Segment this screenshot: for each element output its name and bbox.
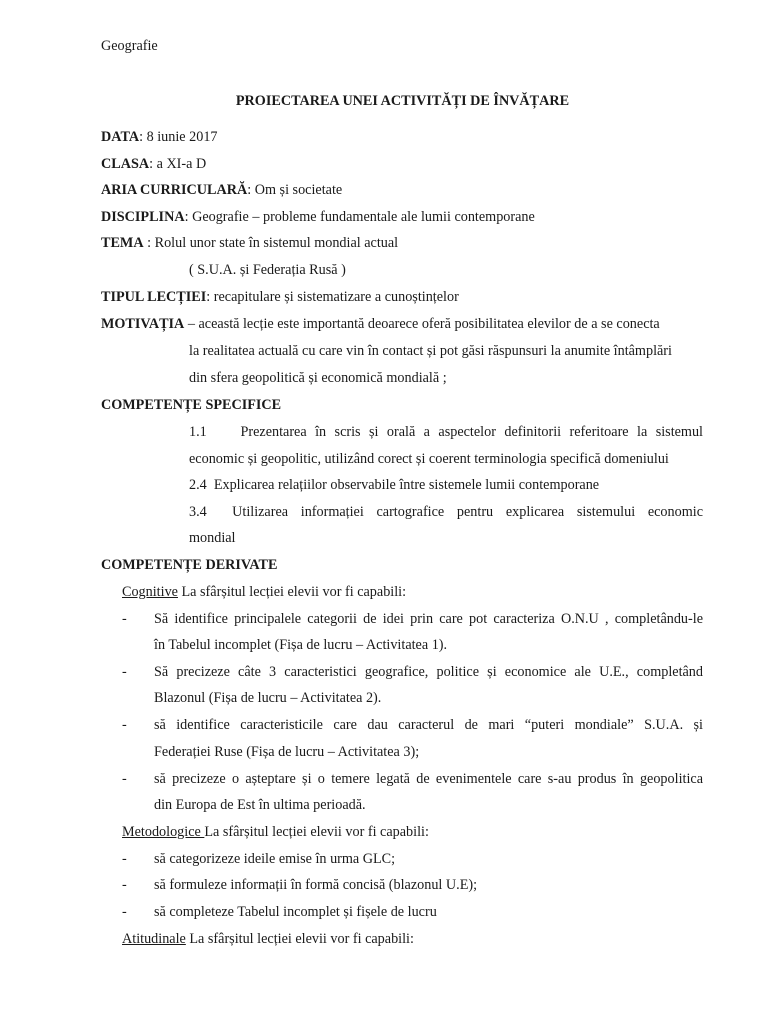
metodologice-item-2: să formuleze informații în formă concisă (blazonul U.E); [154, 877, 478, 893]
cognitive-item-4-line2: din Europa de Est în ultima perioadă. [154, 797, 366, 813]
cognitive-item-2-line2: Blazonul (Fișa de lucru – Activitatea 2). [154, 690, 382, 706]
field-tema-value2: ( S.U.A. și Federația Rusă ) [189, 262, 346, 278]
specific-item-2 [189, 477, 599, 494]
cognitive-item-4-dash: - [122, 771, 127, 787]
atitudinale-intro [122, 931, 414, 948]
cognitive-item-4-line1: să precizeze o așteptare și o temere legată de evenimentele care s-au produs în geopolitica [154, 771, 703, 787]
field-tipul-sep: : [206, 289, 214, 305]
field-motivatia-line1: – această lecție este importantă deoarece oferă posibilitatea elevilor de a se conecta [184, 316, 660, 332]
field-aria-label: ARIA CURRICULARĂ [101, 182, 248, 198]
competente-specifice-heading-text: COMPETENȚE SPECIFICE [101, 397, 282, 413]
field-aria-value: Om și societate [254, 182, 343, 198]
field-tipul-label: TIPUL LECȚIEI [101, 289, 207, 305]
specific-item-3-text1: Utilizarea informației cartografice pentru explicarea sistemului economic [232, 504, 703, 520]
field-tema-value: Rolul unor state în sistemul mondial actual [154, 235, 399, 251]
field-clasa-sep: : [149, 156, 157, 172]
cognitive-item-1-line1: Să identifice principalele categorii de idei prin care pot caracteriza O.N.U , completându-le [154, 611, 703, 627]
specific-item-1-text1: Prezentarea în scris și orală a aspectelor definitorii referitoare la sistemul [240, 424, 703, 440]
field-tema-sep: : [143, 235, 155, 251]
metodologice-item-3: să completeze Tabelul incomplet și fișele de lucru [154, 904, 437, 920]
specific-item-3-num: 3.4 [189, 504, 207, 520]
field-motivatia-label: MOTIVAȚIA [101, 316, 185, 332]
specific-item-1-line1 [189, 424, 703, 441]
cognitive-item-2-line1: Să precizeze câte 3 caracteristici geografice, politice și economice ale U.E., completând [154, 664, 703, 680]
specific-item-1-line2: economic și geopolitic, utilizând corect și coerent terminologia specifică domeniului [189, 451, 669, 467]
specific-item-3 [189, 504, 703, 521]
field-disciplina-value: Geografie – probleme fundamentale ale lumii contemporane [192, 209, 535, 225]
field-tema-label: TEMA [101, 235, 144, 251]
field-clasa-value: a XI-a D [156, 156, 207, 172]
field-data [101, 129, 218, 146]
field-motivatia-line2: la realitatea actuală cu care vin în contact și pot găsi răspunsuri la anumite întâmplări [189, 343, 672, 359]
header-subject: Geografie [101, 38, 158, 54]
competente-derivate-heading [101, 557, 277, 574]
field-tipul [101, 289, 459, 306]
metodologice-label: Metodologice [122, 824, 205, 840]
cognitive-intro [122, 584, 406, 601]
field-tema [101, 235, 398, 252]
field-disciplina-label: DISCIPLINA [101, 209, 185, 225]
metodologice-intro-text: La sfârșitul lecției elevii vor fi capabili: [204, 824, 429, 840]
cognitive-item-3-line1: să identifice caracteristicile care dau caracterul de mari “puteri mondiale” S.U.A. și [154, 717, 703, 733]
cognitive-label: Cognitive [122, 584, 178, 600]
cognitive-item-1-line2: în Tabelul incomplet (Fișa de lucru – Activitatea 1). [154, 637, 448, 653]
competente-derivate-heading-text: COMPETENȚE DERIVATE [101, 557, 278, 573]
specific-item-3-line1 [189, 504, 703, 521]
field-clasa [101, 156, 206, 173]
field-data-label: DATA [101, 129, 140, 145]
cognitive-intro-text: La sfârșitul lecției elevii vor fi capabili: [177, 584, 407, 600]
field-disciplina-sep: : [184, 209, 193, 225]
field-disciplina [101, 209, 535, 226]
atitudinale-intro-text: La sfârșitul lecției elevii vor fi capabili: [185, 931, 414, 947]
specific-item-1-num: 1.1 [189, 424, 207, 440]
specific-item-2-text: Explicarea relațiilor observabile între sistemele lumii contemporane [213, 477, 600, 493]
field-data-sep: : [139, 129, 147, 145]
field-data-value: 8 iunie 2017 [146, 129, 218, 145]
page-title: PROIECTAREA UNEI ACTIVITĂȚI DE ÎNVĂȚARE [235, 93, 570, 109]
metodologice-item-3-dash: - [122, 904, 127, 920]
metodologice-item-1-dash: - [122, 851, 127, 867]
cognitive-item-3-line2: Federației Ruse (Fișa de lucru – Activitatea 3); [154, 744, 420, 760]
cognitive-item-1-dash: - [122, 611, 127, 627]
cognitive-item-2-dash: - [122, 664, 127, 680]
metodologice-item-2-dash: - [122, 877, 127, 893]
specific-item-2-num: 2.4 [189, 477, 207, 493]
field-motivatia [101, 316, 660, 333]
cognitive-item-3-dash: - [122, 717, 127, 733]
specific-item-3-line2: mondial [189, 530, 236, 546]
metodologice-intro [122, 824, 429, 841]
competente-specifice-heading [101, 397, 281, 414]
field-aria [101, 182, 342, 199]
specific-item-1 [189, 424, 703, 441]
metodologice-item-1: să categorizeze ideile emise în urma GLC; [154, 851, 396, 867]
field-clasa-label: CLASA [101, 156, 150, 172]
field-aria-sep: : [247, 182, 255, 198]
field-tipul-value: recapitulare și sistematizare a cunoștințelor [213, 289, 459, 305]
field-motivatia-line3: din sfera geopolitică și economică mondială ; [189, 370, 447, 386]
atitudinale-label: Atitudinale [122, 931, 186, 947]
